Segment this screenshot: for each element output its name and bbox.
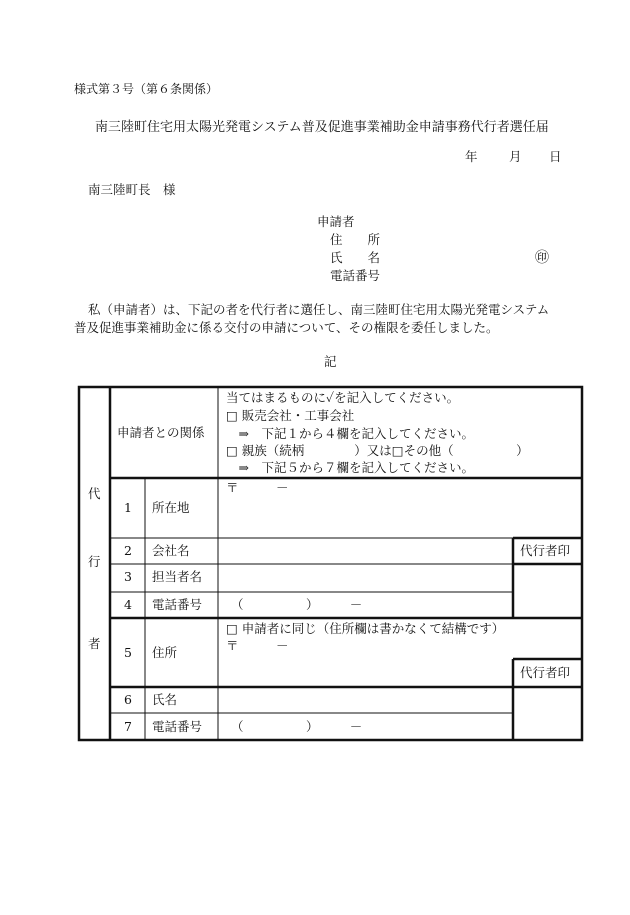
body-line-1: 私（申請者）は、下記の者を代行者に選任し、南三陸町住宅用太陽光発電システム: [88, 302, 550, 317]
relation-label: 申請者との関係: [117, 425, 205, 440]
row-label: 会社名: [152, 543, 190, 558]
body-line-2: 普及促進事業補助金に係る交付の申請について、その権限を委任しました。: [74, 320, 499, 335]
row-label: 電話番号: [152, 597, 203, 612]
stamp-label: 代行者印: [520, 543, 571, 558]
row-no: 2: [124, 543, 132, 558]
row-label: 電話番号: [152, 719, 203, 734]
side-label-2: 行: [88, 554, 101, 569]
ki-label: 記: [324, 354, 337, 369]
relation-option-family[interactable]: □ 親族（続柄 ）又は□その他（ ）: [226, 443, 529, 458]
phone-field[interactable]: （ ） －: [231, 597, 363, 612]
row-label: 担当者名: [152, 569, 203, 584]
row-no: 1: [124, 500, 132, 515]
relation-family-note: ⇒ 下記５から７欄を記入してください。: [226, 460, 474, 475]
date-day: 日: [549, 149, 562, 164]
row-label: 住所: [152, 645, 178, 660]
row-no: 3: [124, 569, 132, 584]
postal-field[interactable]: 〒 －: [226, 638, 289, 653]
row-no: 4: [124, 597, 132, 612]
row-no: 6: [124, 692, 132, 707]
stamp-label: 代行者印: [520, 665, 571, 680]
side-label-1: 代: [88, 486, 101, 501]
applicant-address-label: 住 所: [330, 232, 381, 247]
date-year: 年: [465, 149, 478, 164]
date-month: 月: [509, 149, 522, 164]
seal-mark: ㊞: [535, 250, 549, 266]
relation-instruction: 当てはまるものに✓を記入してください。: [226, 390, 460, 405]
applicant-name-label: 氏 名: [330, 250, 381, 265]
postal-field[interactable]: 〒 －: [226, 480, 289, 495]
side-label-3: 者: [88, 636, 101, 651]
row-no: 7: [124, 719, 132, 734]
relation-company-note: ⇒ 下記１から４欄を記入してください。: [226, 426, 474, 441]
relation-option-company[interactable]: □ 販売会社・工事会社: [226, 408, 355, 423]
row-no: 5: [124, 645, 132, 660]
applicant-phone-label: 電話番号: [330, 268, 381, 283]
row-label: 氏名: [152, 692, 178, 707]
form-number: 様式第３号（第６条関係）: [74, 82, 219, 96]
phone-field[interactable]: （ ） －: [231, 719, 363, 734]
page-title: 南三陸町住宅用太陽光発電システム普及促進事業補助金申請事務代行者選任届: [95, 120, 549, 135]
applicant-label: 申請者: [317, 214, 355, 229]
addressee: 南三陸町長 様: [88, 182, 176, 197]
row-label: 所在地: [152, 500, 190, 515]
same-as-applicant-checkbox[interactable]: □ 申請者に同じ（住所欄は書かなくて結構です）: [226, 621, 505, 636]
